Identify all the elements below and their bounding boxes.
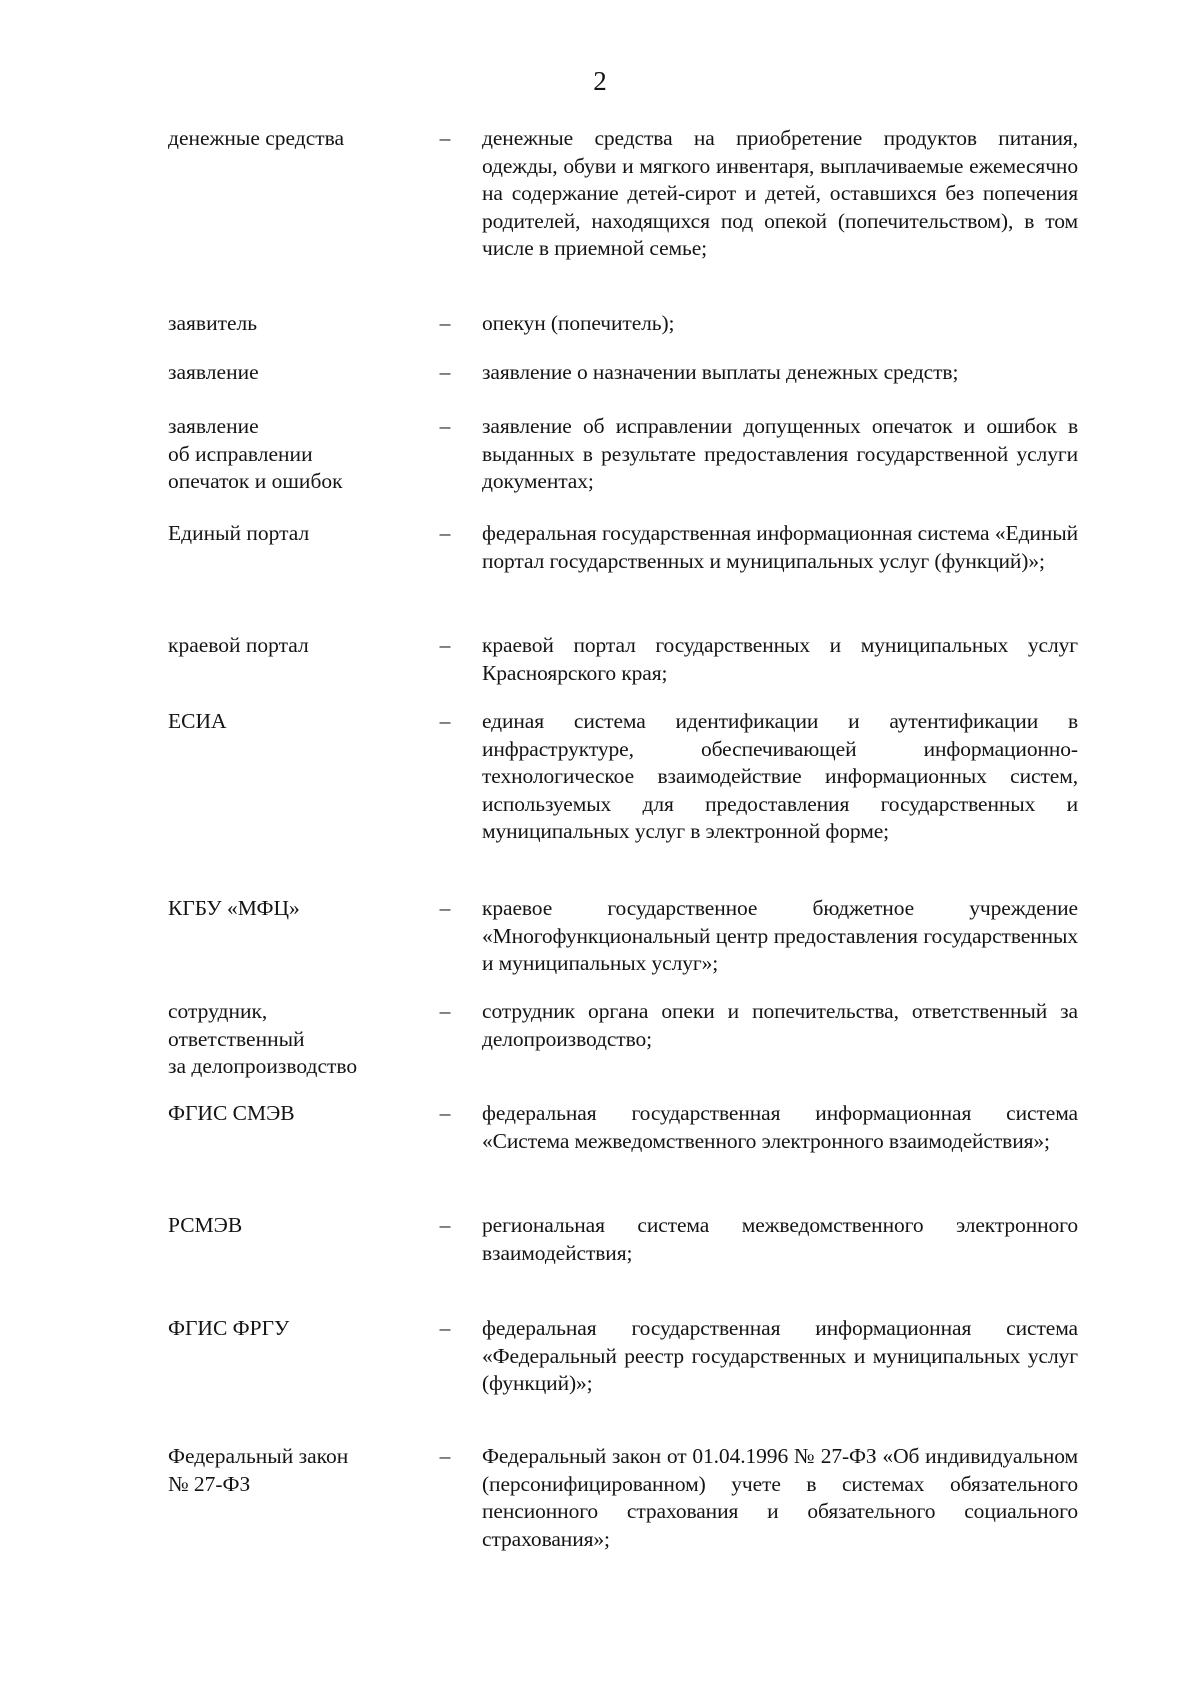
term-line: сотрудник, — [168, 999, 268, 1023]
term-line: ФГИС ФРГУ — [168, 1316, 290, 1340]
term — [168, 1443, 418, 1498]
term-line: заявление — [168, 360, 259, 384]
dash-separator: – — [439, 1316, 451, 1340]
term-line: ЕСИА — [168, 709, 227, 733]
dash-separator: – — [439, 414, 451, 438]
dash-separator: – — [439, 126, 451, 150]
definition-text: краевой портал государственных и муниципальных услуг Красноярского края; — [482, 633, 1078, 685]
term — [168, 998, 418, 1081]
term-line: ответственный — [168, 1026, 305, 1051]
term — [168, 632, 418, 660]
term — [168, 1212, 418, 1240]
definition-text: федеральная государственная информационная система «Федеральный реестр государственных и муниципальных услуг (функций)»; — [482, 1316, 1078, 1395]
term — [168, 1315, 418, 1343]
term-line: ФГИС СМЭВ — [168, 1101, 295, 1125]
definition-text: сотрудник органа опеки и попечительства, ответственный за делопроизводство; — [482, 999, 1078, 1051]
term-line: РСМЭВ — [168, 1213, 243, 1237]
term-line: заявление — [168, 414, 259, 438]
term-line: об исправлении — [168, 441, 313, 466]
definition-text: заявление об исправлении допущенных опечаток и ошибок в выданных в результате предоставления государственной услуги документах; — [482, 414, 1078, 493]
term — [168, 413, 418, 496]
definition-text: заявление о назначении выплаты денежных средств; — [482, 360, 959, 384]
term — [168, 125, 418, 153]
term-line: Федеральный закон — [168, 1444, 349, 1468]
dash-separator: – — [439, 311, 451, 335]
definition-text: единая система идентификации и аутентификации в инфраструктуре, обеспечивающей информационно-технологическое взаимодействие информационных систем, используемых для предоставления государственных и муниципальных услуг в электронной форме; — [482, 709, 1078, 843]
definition-text: федеральная государственная информационная система «Система межведомственного электронного взаимодействия»; — [482, 1101, 1078, 1153]
term-line: Единый портал — [168, 521, 310, 545]
definition-text: денежные средства на приобретение продуктов питания, одежды, обуви и мягкого инвентаря, выплачиваемые ежемесячно на содержание детей-сирот и детей, оставшихся без попечения родителей, находящихся под опекой (попечительством), в том числе в приемной семье; — [482, 126, 1078, 260]
definition-text: Федеральный закон от 01.04.1996 № 27-ФЗ «Об индивидуальном (персонифицированном) учете в системах обязательного пенсионного страхования и обязательного социального страхования»; — [482, 1444, 1078, 1551]
dash-separator: – — [439, 709, 451, 733]
term-line: денежные средства — [168, 126, 345, 150]
definition-text: федеральная государственная информационная система «Единый портал государственных и муниципальных услуг (функций)»; — [482, 521, 1078, 573]
term — [168, 708, 418, 736]
term-line: опечаток и ошибок — [168, 469, 343, 493]
dash-separator: – — [439, 521, 451, 545]
dash-separator: – — [439, 999, 451, 1023]
term — [168, 520, 418, 548]
dash-separator: – — [439, 896, 451, 920]
dash-separator: – — [439, 1444, 451, 1468]
definition-text: краевое государственное бюджетное учреждение «Многофункциональный центр предоставления государственных и муниципальных услуг»; — [482, 896, 1078, 975]
term-line: заявитель — [168, 311, 258, 335]
definition-text: опекун (попечитель); — [482, 311, 675, 335]
term-line: КГБУ «МФЦ» — [168, 896, 300, 920]
definition-text: региональная система межведомственного электронного взаимодействия; — [482, 1213, 1078, 1265]
dash-separator: – — [439, 633, 451, 657]
term — [168, 359, 418, 387]
dash-separator: – — [439, 1101, 451, 1125]
term-line: № 27-ФЗ — [168, 1471, 251, 1496]
term — [168, 1100, 418, 1128]
dash-separator: – — [439, 360, 451, 384]
term — [168, 895, 418, 923]
term — [168, 310, 418, 338]
dash-separator: – — [439, 1213, 451, 1237]
term-line: краевой портал — [168, 633, 309, 657]
term-line: за делопроизводство — [168, 1054, 358, 1078]
page-number: 2 — [593, 66, 607, 96]
